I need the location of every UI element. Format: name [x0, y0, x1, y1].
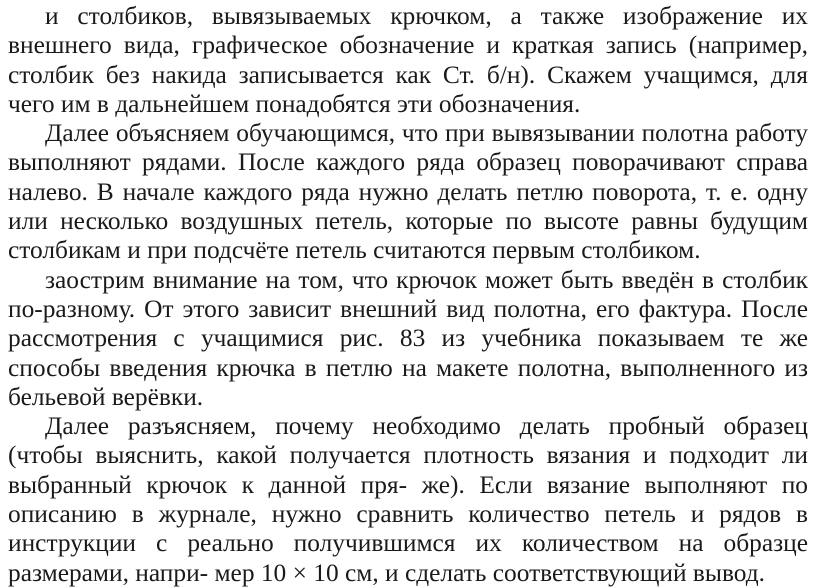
paragraph-2: Далее объясняем обучающимся, что при вывязывании полотна работу выполняют рядами. После каждого ряда образец поворачивают справа налево. В начале каждого ряда нужно делать петлю поворота, т. е. одну или несколько воздушных петель, которые по высоте равны будущим столбикам и при подсчёте петель считаются первым столбиком.: [8, 119, 808, 265]
paragraph-3: заострим внимание на том, что крючок может быть введён в столбик по-разному. От этого зависит внешний вид полотна, его фактура. После рассмотрения с учащимися рис. 83 из учебника показываем те же способы введения крючка в петлю на макете полотна, выполненного из бельевой верёвки.: [8, 265, 808, 411]
paragraph-4: Далее разъясняем, почему необходимо делать пробный образец (чтобы выяснить, какой получается плотность вязания и подходит ли выбранный крючок к данной пря- же). Если вязание выполняют по описанию в журнале, нужно сравнить количество петель и рядов в инструкции с реально получившимся их количеством на образце размерами, напри- мер 10 × 10 см, и сделать соответствующий вывод.: [8, 412, 808, 587]
paragraph-1: и столбиков, вывязываемых крючком, а также изображение их внешнего вида, графическое обозначение и краткая запись (например, столбик без накида записывается как Ст. б/н). Скажем учащимся, для чего им в дальнейшем понадобятся эти обозначения.: [8, 2, 808, 118]
document-page: [8, 2, 808, 588]
